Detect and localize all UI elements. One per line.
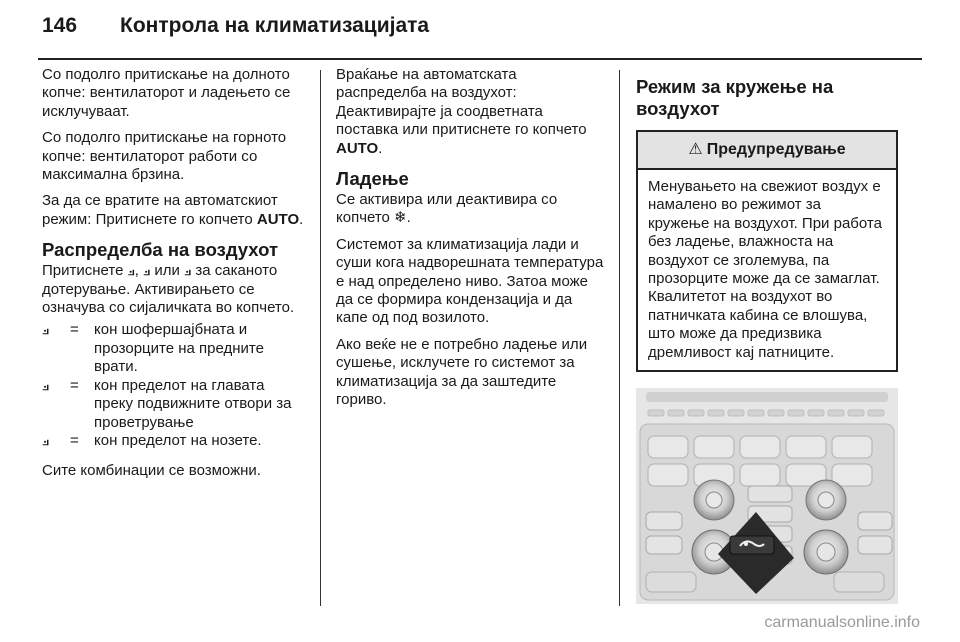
paragraph: Со подолго притискање на долното копче: вентилаторот и ладењето се исклучуваат. [42, 66, 291, 120]
list-item [42, 377, 304, 432]
paragraph: Ако веќе не е потребно ладење или сушење, исклучете го системот за климатизација за да заштедите гориво. [336, 335, 588, 409]
snowflake-icon: ❄ [394, 209, 407, 227]
footwell-vent-icon: ⟓ [42, 431, 50, 449]
paragraph: Системот за климатизација лади и суши кога надворешната температура е над определено ниво. Затоа може да се формира кондензација и да капе од под возилото. [336, 235, 604, 327]
paragraph-text: Враќање на автоматската распределба на воздухот: Деактивирајте ја соодветната поставка или притиснете го копчето [336, 66, 587, 139]
equals-sign: = [70, 376, 79, 394]
paragraph-text: за саканото дотерување. Активирањето се означува со сијаличката во копчето. [42, 262, 295, 317]
paragraph-text: или [154, 262, 180, 280]
period: . [406, 209, 411, 227]
paragraph-text: Се активира или деактивира со копчето [336, 191, 558, 227]
period: . [378, 139, 383, 157]
column-divider-2 [619, 70, 620, 606]
list-item-text: кон пределот на нозете. [94, 431, 262, 449]
page-title: Контрола на климатизацијата [120, 14, 430, 37]
comma: , [134, 262, 139, 280]
page-header [42, 14, 429, 44]
windscreen-vent-icon: ⟓ [42, 321, 50, 339]
air-distribution-list [42, 321, 304, 450]
paragraph-text: Притиснете [42, 262, 124, 280]
header-rule [38, 58, 922, 60]
warning-triangle-icon: ⚠ [688, 140, 703, 158]
paragraph-text: За да се вратите на автоматскиот режим: Притиснете го копчето [42, 192, 278, 228]
warning-box [636, 130, 898, 372]
column-1 [42, 66, 304, 489]
column-divider-1 [320, 70, 321, 606]
footwell-vent-icon: ⟓ [184, 262, 192, 280]
equals-sign: = [70, 431, 79, 449]
warning-header [638, 132, 896, 170]
paragraph [42, 192, 304, 229]
list-item-text: кон шофершајбната и прозорците на предните врати. [94, 321, 264, 376]
section-heading-recirculation: Режим за кружење на воздухот [636, 76, 834, 119]
list-item-text: кон пределот на главата преку подвижните отвори за проветрување [94, 376, 292, 431]
auto-label: AUTO [256, 210, 300, 228]
warning-text: Менувањето на свежиот воздух е намалено во режимот за кружење на воздухот. При работа без ладење, влажноста на воздухот се зголемува, па прозорците може да се замаглат. Квалитетот на воздухот во патничката кабина се влошува, што може да предизвика дремливост кај патниците. [648, 178, 882, 361]
paragraph: Сите комбинации се возможни. [42, 462, 261, 480]
auto-label: AUTO [336, 139, 379, 157]
list-item [42, 432, 304, 450]
section-heading-cooling: Ладење [336, 168, 409, 190]
climate-control-panel-image [636, 388, 898, 604]
column-3 [636, 66, 898, 372]
equals-sign: = [70, 321, 79, 339]
paragraph: Со подолго притискање на горното копче: вентилаторот работи со максимална брзина. [42, 129, 287, 184]
paragraph [336, 66, 606, 158]
warning-title: Предупредување [706, 140, 846, 158]
head-vent-icon: ⟓ [143, 262, 151, 280]
watermark: carmanualsonline.info [764, 614, 920, 631]
head-vent-icon: ⟓ [42, 376, 50, 394]
section-heading-air-distribution: Распределба на воздухот [42, 239, 279, 261]
climate-panel-illustration [636, 388, 898, 604]
list-item [42, 321, 304, 376]
paragraph [336, 191, 606, 228]
windscreen-vent-icon: ⟓ [127, 262, 135, 280]
period: . [299, 210, 304, 228]
column-2 [336, 66, 606, 418]
paragraph [42, 262, 304, 317]
page-number: 146 [42, 14, 78, 37]
